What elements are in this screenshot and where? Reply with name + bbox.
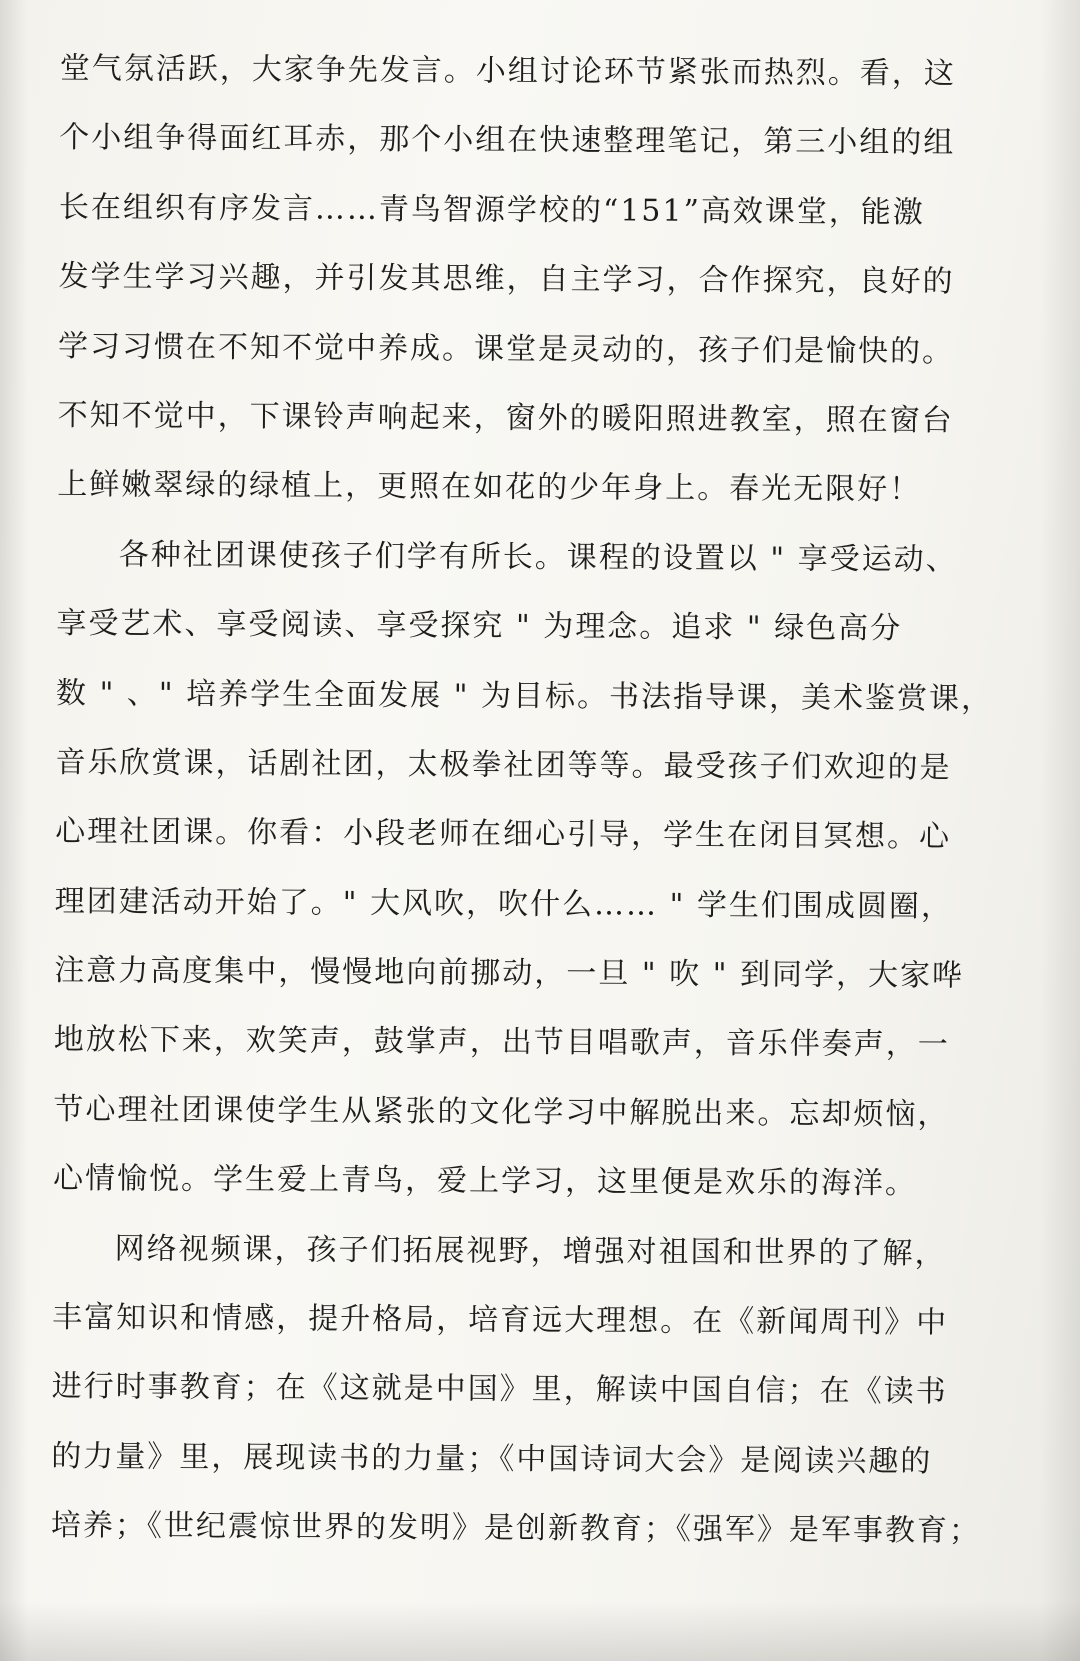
text-line: 心情愉悦。学生爱上青鸟，爱上学习，这里便是欢乐的海洋。 [52,1161,918,1202]
text-line: 音乐欣赏课，话剧社团，太极拳社团等等。最受孩子们欢迎的是 [55,744,952,786]
text-line: 注意力高度集中，慢慢地向前挪动，一旦 " 吹 " 到同学，大家哗 [54,953,965,994]
text-line: 培养；《世纪震惊世界的发明》是创新教育；《强军》是军事教育； [50,1508,981,1549]
text-line: 进行时事教育；在《这就是中国》里，解读中国自信；在《读书 [51,1369,948,1410]
paragraph-start-line: 网络视频课，孩子们拓展视野，增强对祖国和世界的了解， [114,1230,947,1272]
text-line: 数 " 、" 培养学生全面发展 " 为目标。书法指导课，美术鉴赏课， [55,675,994,717]
text-line: 个小组争得面红耳赤，那个小组在快速整理笔记，第三小组的组 [59,120,956,161]
text-line: 地放松下来，欢笑声，鼓掌声，出节目唱歌声，音乐伴奏声，一 [53,1022,950,1063]
paragraph-start-line: 各种社团课使孩子们学有所长。课程的设置以 " 享受运动、 [118,537,958,578]
text-line: 节心理社团课使学生从紧张的文化学习中解脱出来。忘却烦恼， [53,1091,950,1133]
text-line: 上鲜嫩翠绿的绿植上，更照在如花的少年身上。春光无限好！ [57,467,922,508]
body-text [51,34,1020,1566]
text-line: 享受艺术、享受阅读、享受探究 " 为理念。追求 " 绿色高分 [56,606,903,647]
text-line: 长在组织有序发言……青鸟智源学校的“151”高效课堂，能激 [58,189,925,231]
paper-shadow-right [1040,0,1080,1661]
text-line: 发学生学习兴趣，并引发其思维，自主学习，合作探究，良好的 [58,259,955,300]
paper-shadow-left [0,0,28,1661]
text-line: 理团建活动开始了。" 大风吹，吹什么…… " 学生们围成圆圈， [54,883,954,925]
text-line: 不知不觉中，下课铃声响起来，窗外的暖阳照进教室，照在窗台 [57,397,954,439]
text-line: 丰富知识和情感，提升格局，培育远大理想。在《新闻周刊》中 [52,1300,949,1341]
text-line: 堂气氛活跃，大家争先发言。小组讨论环节紧张而热烈。看，这 [59,50,956,92]
text-line: 心理社团课。你看：小段老师在细心引导，学生在闭目冥想。心 [55,814,952,855]
paper-shadow-bottom [0,1601,1080,1661]
text-line: 的力量》里，展现读书的力量；《中国诗词大会》是阅读兴趣的 [51,1438,933,1480]
text-line: 学习习惯在不知不觉中养成。课堂是灵动的，孩子们是愉快的。 [57,328,955,370]
